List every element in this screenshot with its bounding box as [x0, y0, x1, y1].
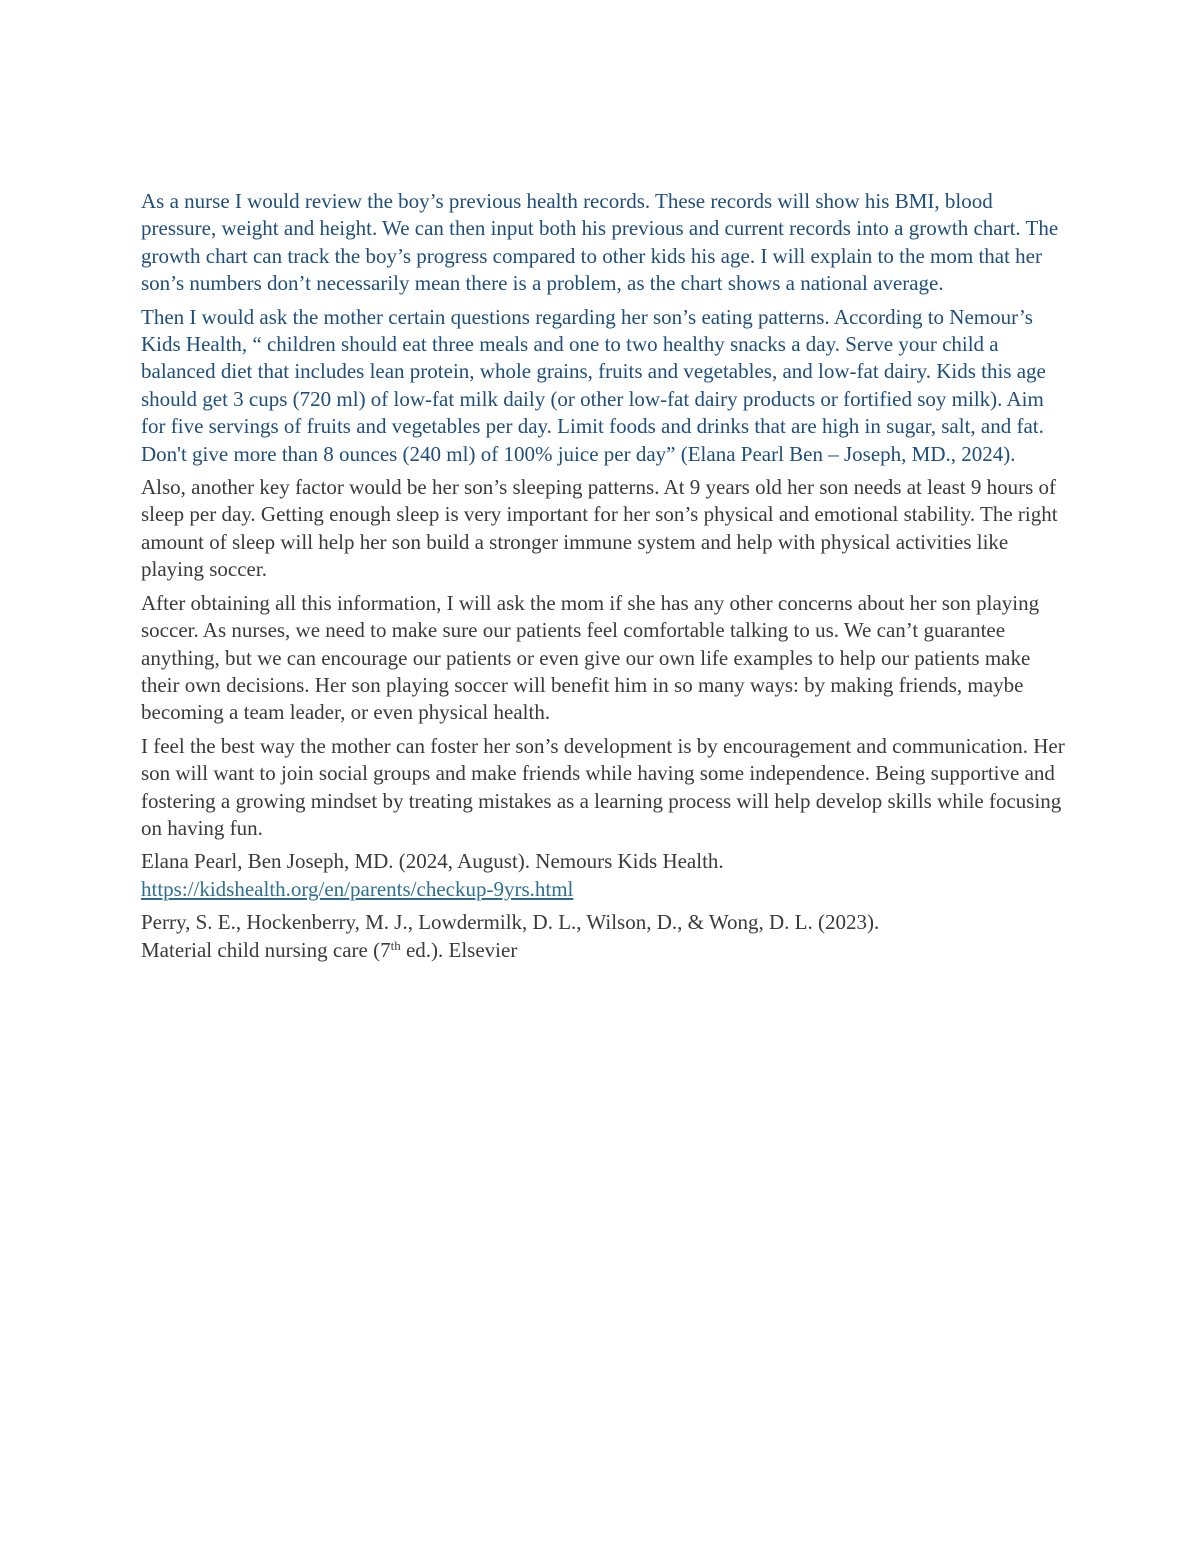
reference-nemours-text: Elana Pearl, Ben Joseph, MD. (2024, August). Nemours Kids Health.: [141, 849, 724, 874]
reference-perry-publisher: ed.). Elsevier: [400, 937, 518, 962]
reference-perry-line2: [141, 937, 1066, 964]
document-page: [141, 188, 1066, 970]
reference-nemours: [141, 848, 1066, 903]
reference-link[interactable]: https://kidshealth.org/en/parents/checkup-9yrs.html: [141, 876, 574, 901]
paragraph-sleeping-patterns: Also, another key factor would be her son’s sleeping patterns. At 9 years old her son needs at least 9 hours of sleep per day. Getting enough sleep is very important for her son’s physical and emotional stability. The right amount of sleep will help her son build a stronger immune system and help with physical activities like playing soccer.: [141, 475, 1058, 582]
reference-perry: [141, 909, 1066, 964]
reference-perry-title: Material child nursing care (7: [141, 937, 391, 962]
paragraph-health-records: As a nurse I would review the boy’s previous health records. These records will show his BMI, blood pressure, weight and height. We can then input both his previous and current records into a growth chart. The growth chart can track the boy’s progress compared to other kids his age. I will explain to the mom that her son’s numbers don’t necessarily mean there is a problem, as the chart shows a national average.: [141, 189, 1059, 296]
paragraph-concerns: After obtaining all this information, I will ask the mom if she has any other concerns about her son playing soccer. As nurses, we need to make sure our patients feel comfortable talking to us. We can’t guarantee anything, but we can encourage our patients or even give our own life examples to help our patients make their own decisions. Her son playing soccer will benefit him in so many ways: by making friends, maybe becoming a team leader, or even physical health.: [141, 590, 1040, 725]
edition-superscript: th: [390, 937, 401, 953]
paragraph-development: I feel the best way the mother can foster her son’s development is by encouragement and communication. Her son will want to join social groups and make friends while having some independence. Being supportive and fostering a growing mindset by treating mistakes as a learning process will help develop skills while focusing on having fun.: [141, 733, 1065, 840]
paragraph-eating-patterns: Then I would ask the mother certain questions regarding her son’s eating patterns. According to Nemour’s Kids Health, “ children should eat three meals and one to two healthy snacks a day. Serve your child a balanced diet that includes lean protein, whole grains, fruits and vegetables, and low-fat dairy. Kids this age should get 3 cups (720 ml) of low-fat milk daily (or other low-fat dairy products or fortified soy milk). Aim for five servings of fruits and vegetables per day. Limit foods and drinks that are high in sugar, salt, and fat. Don't give more than 8 ounces (240 ml) of 100% juice per day” (Elana Pearl Ben – Joseph, MD., 2024).: [141, 304, 1046, 466]
reference-perry-line1: Perry, S. E., Hockenberry, M. J., Lowdermilk, D. L., Wilson, D., & Wong, D. L. (2023).: [141, 910, 880, 935]
